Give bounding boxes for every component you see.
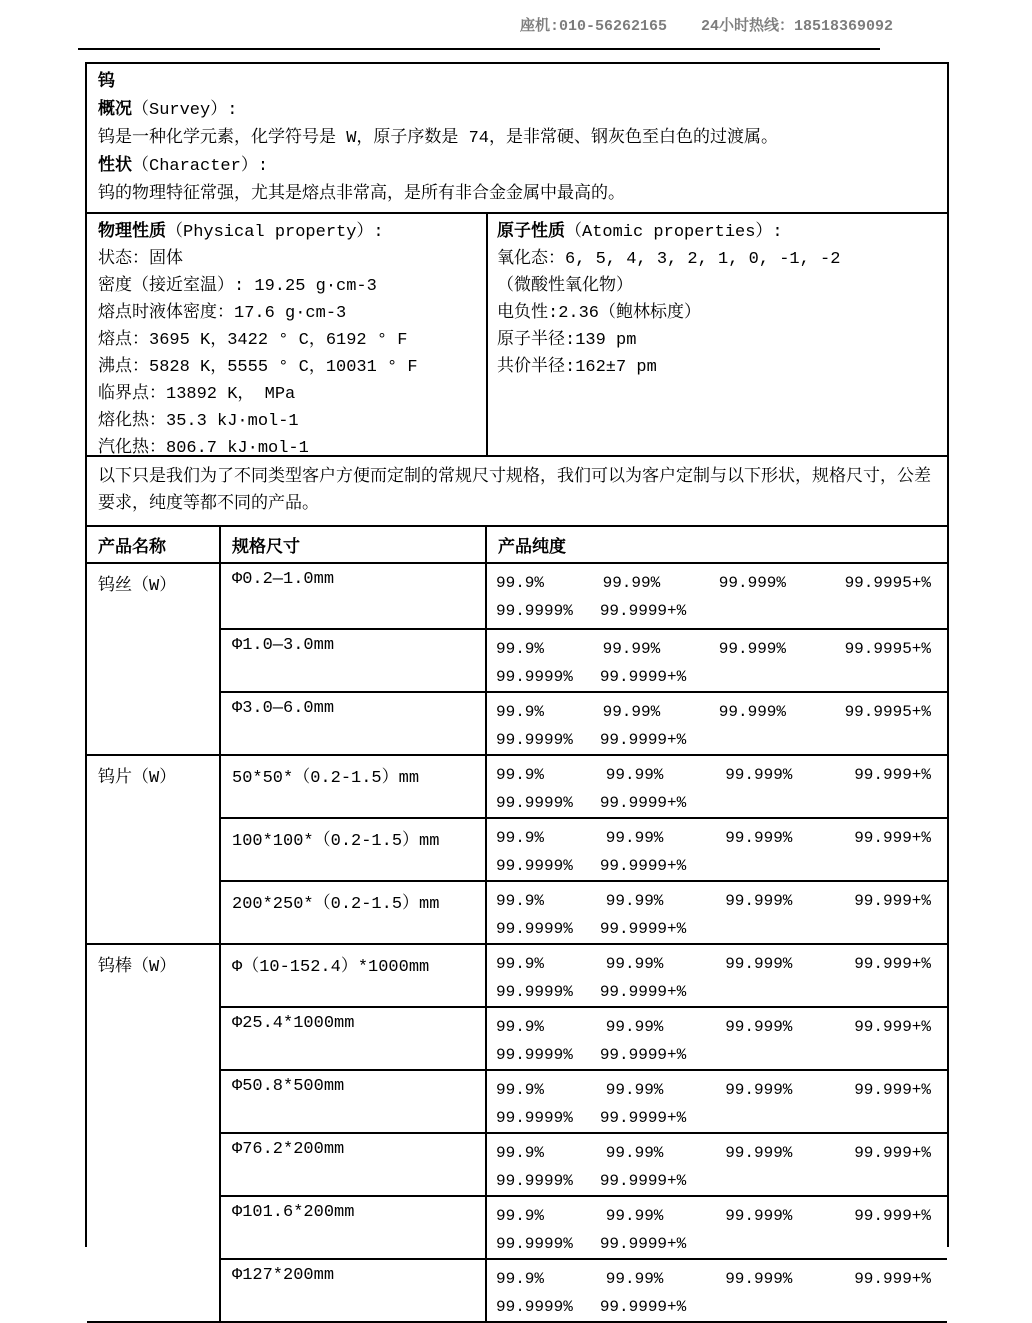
purity-cell — [486, 755, 947, 818]
atomic-heading — [497, 219, 938, 246]
purity-value: 99.999+% — [854, 766, 931, 784]
size-cell: 200*250*（0.2-1.5）mm — [220, 881, 486, 944]
size-cell: Φ25.4*1000mm — [220, 1007, 486, 1070]
purity-line-2 — [487, 1293, 947, 1321]
purity-value: 99.999% — [718, 703, 786, 721]
purity-line-1 — [487, 1008, 947, 1041]
purity-line-1 — [487, 693, 947, 726]
purity-value: 99.9995+% — [844, 703, 931, 721]
purity-line-2 — [487, 1167, 947, 1195]
purity-value: 99.9999+% — [599, 983, 687, 1001]
product-cell-wire: 钨丝（W） — [87, 563, 220, 755]
custom-size-note: 以下只是我们为了不同类型客户方便而定制的常规尺寸规格，我们可以为客户定制与以下形状，规格尺寸，公差要求，纯度等都不同的产品。 — [87, 455, 947, 525]
landline-phone: 座机:010-56262165 — [519, 17, 667, 35]
physical-line: 熔化热：35.3 kJ·mol-1 — [98, 412, 299, 431]
purity-value: 99.99% — [605, 1081, 664, 1099]
purity-value: 99.99% — [605, 892, 664, 910]
purity-value: 99.9999+% — [599, 1235, 687, 1253]
purity-line-1 — [487, 819, 947, 852]
atomic-properties — [488, 214, 947, 455]
purity-value: 99.9% — [496, 1207, 545, 1225]
atomic-label: 原子性质 — [497, 223, 565, 242]
table-header-row — [87, 526, 947, 563]
purity-value: 99.99% — [602, 574, 661, 592]
purity-line-2 — [487, 663, 947, 691]
purity-line-1 — [487, 1071, 947, 1104]
purity-value: 99.999+% — [854, 1081, 931, 1099]
document-body — [85, 62, 949, 1316]
purity-value: 99.999% — [725, 1207, 793, 1225]
purity-cell — [486, 944, 947, 1007]
properties-section — [87, 212, 947, 458]
col-header-spec-size: 规格尺寸 — [220, 526, 486, 563]
purity-value: 99.99% — [602, 640, 661, 658]
page-title: 钨 — [98, 73, 115, 92]
purity-line-2 — [487, 978, 947, 1006]
purity-value: 99.9995+% — [844, 574, 931, 592]
size-cell: Φ0.2—1.0mm — [220, 563, 486, 629]
table-row — [87, 944, 947, 1007]
character-label-en: （Character）: — [132, 157, 269, 176]
contact-header — [0, 0, 1032, 48]
purity-line-1 — [487, 564, 947, 597]
purity-value: 99.9% — [496, 1144, 545, 1162]
product-cell-sheet: 钨片（W） — [87, 755, 220, 944]
purity-value: 99.9999% — [496, 1298, 573, 1316]
physical-line: 临界点：13892 K， MPa — [98, 385, 296, 404]
purity-cell — [486, 818, 947, 881]
purity-value: 99.99% — [605, 1144, 664, 1162]
purity-line-2 — [487, 915, 947, 943]
purity-value: 99.999% — [725, 1018, 793, 1036]
purity-value: 99.9999+% — [599, 602, 687, 620]
atomic-line: 共价半径:162±7 pm — [497, 358, 657, 377]
character-heading — [98, 153, 936, 181]
purity-value: 99.999+% — [854, 1144, 931, 1162]
purity-value: 99.999+% — [854, 892, 931, 910]
purity-value: 99.9999% — [496, 857, 573, 875]
purity-value: 99.9% — [496, 703, 545, 721]
purity-value: 99.9% — [496, 1081, 545, 1099]
purity-value: 99.9999% — [496, 983, 573, 1001]
purity-line-2 — [487, 1104, 947, 1132]
purity-value: 99.9999% — [496, 1172, 573, 1190]
purity-value: 99.9% — [496, 766, 545, 784]
purity-value: 99.999+% — [854, 829, 931, 847]
purity-value: 99.999% — [725, 766, 793, 784]
purity-value: 99.9999% — [496, 668, 573, 686]
purity-value: 99.99% — [605, 766, 664, 784]
size-cell: Φ76.2*200mm — [220, 1133, 486, 1196]
purity-value: 99.9999+% — [599, 1172, 687, 1190]
purity-value: 99.9999+% — [599, 920, 687, 938]
purity-value: 99.9% — [496, 955, 545, 973]
size-cell: Φ（10-152.4）*1000mm — [220, 944, 486, 1007]
purity-value: 99.99% — [605, 1270, 664, 1288]
purity-value: 99.9% — [496, 829, 545, 847]
purity-value: 99.999% — [725, 1144, 793, 1162]
purity-value: 99.999% — [725, 892, 793, 910]
survey-text: 钨是一种化学元素，化学符号是 W，原子序数是 74，是非常硬、钢灰色至白色的过渡属。 — [98, 129, 779, 148]
purity-value: 99.9999+% — [599, 857, 687, 875]
purity-line-2 — [487, 597, 947, 625]
purity-value: 99.9% — [496, 1270, 545, 1288]
purity-cell — [486, 629, 947, 692]
purity-line-1 — [487, 882, 947, 915]
size-cell: Φ1.0—3.0mm — [220, 629, 486, 692]
purity-cell — [486, 692, 947, 755]
size-cell: Φ50.8*500mm — [220, 1070, 486, 1133]
purity-value: 99.9% — [496, 574, 545, 592]
purity-value: 99.9% — [496, 1018, 545, 1036]
purity-cell — [486, 1133, 947, 1196]
purity-value: 99.9999% — [496, 1046, 573, 1064]
purity-value: 99.99% — [605, 829, 664, 847]
purity-line-2 — [487, 726, 947, 754]
size-cell: Φ127*200mm — [220, 1259, 486, 1322]
header-divider — [78, 48, 880, 50]
purity-value: 99.9999% — [496, 602, 573, 620]
purity-value: 99.99% — [602, 703, 661, 721]
physical-properties — [87, 214, 488, 458]
size-cell: Φ3.0—6.0mm — [220, 692, 486, 755]
physical-label: 物理性质 — [98, 223, 166, 242]
purity-line-1 — [487, 945, 947, 978]
purity-value: 99.999% — [725, 1081, 793, 1099]
col-header-purity: 产品纯度 — [486, 526, 947, 563]
purity-cell — [486, 1259, 947, 1322]
atomic-label-en: （Atomic properties）: — [565, 223, 783, 242]
table-row — [87, 563, 947, 629]
purity-value: 99.999+% — [854, 1270, 931, 1288]
physical-label-en: （Physical property）: — [166, 223, 384, 242]
physical-line: 状态：固体 — [98, 250, 183, 269]
product-cell-rod: 钨棒（W） — [87, 944, 220, 1322]
character-text: 钨的物理特征常强，尤其是熔点非常高，是所有非合金金属中最高的。 — [98, 185, 625, 204]
survey-heading — [98, 97, 936, 125]
product-spec-table — [87, 525, 947, 1323]
survey-label-en: （Survey）: — [132, 101, 238, 120]
purity-value: 99.9999+% — [599, 1109, 687, 1127]
size-cell: 50*50*（0.2-1.5）mm — [220, 755, 486, 818]
purity-line-2 — [487, 1041, 947, 1069]
purity-value: 99.9999+% — [599, 731, 687, 749]
col-header-product-name: 产品名称 — [87, 526, 220, 563]
purity-cell — [486, 1196, 947, 1259]
purity-value: 99.9999+% — [599, 1298, 687, 1316]
purity-cell — [486, 881, 947, 944]
purity-value: 99.999% — [718, 640, 786, 658]
purity-value: 99.999+% — [854, 955, 931, 973]
purity-line-2 — [487, 852, 947, 880]
purity-value: 99.9999+% — [599, 1046, 687, 1064]
purity-value: 99.999% — [725, 955, 793, 973]
purity-line-2 — [487, 789, 947, 817]
character-label: 性状 — [98, 157, 132, 176]
size-cell: 100*100*（0.2-1.5）mm — [220, 818, 486, 881]
purity-value: 99.999% — [725, 829, 793, 847]
physical-line: 密度（接近室温）: 19.25 g·cm-3 — [98, 277, 377, 296]
purity-value: 99.9999+% — [599, 794, 687, 812]
purity-value: 99.999+% — [854, 1018, 931, 1036]
purity-line-2 — [487, 1230, 947, 1258]
purity-value: 99.9% — [496, 640, 545, 658]
purity-line-1 — [487, 630, 947, 663]
purity-line-1 — [487, 1134, 947, 1167]
physical-heading — [98, 219, 475, 246]
purity-value: 99.999+% — [854, 1207, 931, 1225]
purity-cell — [486, 1007, 947, 1070]
purity-value: 99.9999% — [496, 794, 573, 812]
physical-line: 熔点：3695 K，3422 ° C，6192 ° F — [98, 331, 408, 350]
purity-value: 99.99% — [605, 1018, 664, 1036]
purity-value: 99.9% — [496, 892, 545, 910]
survey-label: 概况 — [98, 101, 132, 120]
purity-value: 99.9999% — [496, 1109, 573, 1127]
purity-value: 99.9999% — [496, 920, 573, 938]
purity-value: 99.9995+% — [844, 640, 931, 658]
purity-line-1 — [487, 1260, 947, 1293]
purity-line-1 — [487, 756, 947, 789]
table-row — [87, 755, 947, 818]
physical-line: 沸点：5828 K，5555 ° C，10031 ° F — [98, 358, 418, 377]
purity-line-1 — [487, 1197, 947, 1230]
purity-value: 99.9999% — [496, 1235, 573, 1253]
atomic-line: 原子半径:139 pm — [497, 331, 637, 350]
size-cell: Φ101.6*200mm — [220, 1196, 486, 1259]
atomic-line: （微酸性氧化物） — [497, 277, 633, 296]
purity-value: 99.999% — [725, 1270, 793, 1288]
purity-value: 99.99% — [605, 955, 664, 973]
atomic-line: 电负性:2.36（鲍林标度） — [497, 304, 702, 323]
hotline-phone: 24小时热线：18518369092 — [700, 17, 893, 35]
intro-section — [87, 64, 947, 212]
purity-cell — [486, 563, 947, 629]
physical-line: 汽化热：806.7 kJ·mol-1 — [98, 439, 309, 458]
atomic-line: 氧化态：6, 5, 4, 3, 2, 1, 0, -1, -2 — [497, 250, 841, 269]
purity-value: 99.9999% — [496, 731, 573, 749]
purity-cell — [486, 1070, 947, 1133]
purity-value: 99.999% — [718, 574, 786, 592]
physical-line: 熔点时液体密度：17.6 g·cm-3 — [98, 304, 347, 323]
purity-value: 99.99% — [605, 1207, 664, 1225]
purity-value: 99.9999+% — [599, 668, 687, 686]
